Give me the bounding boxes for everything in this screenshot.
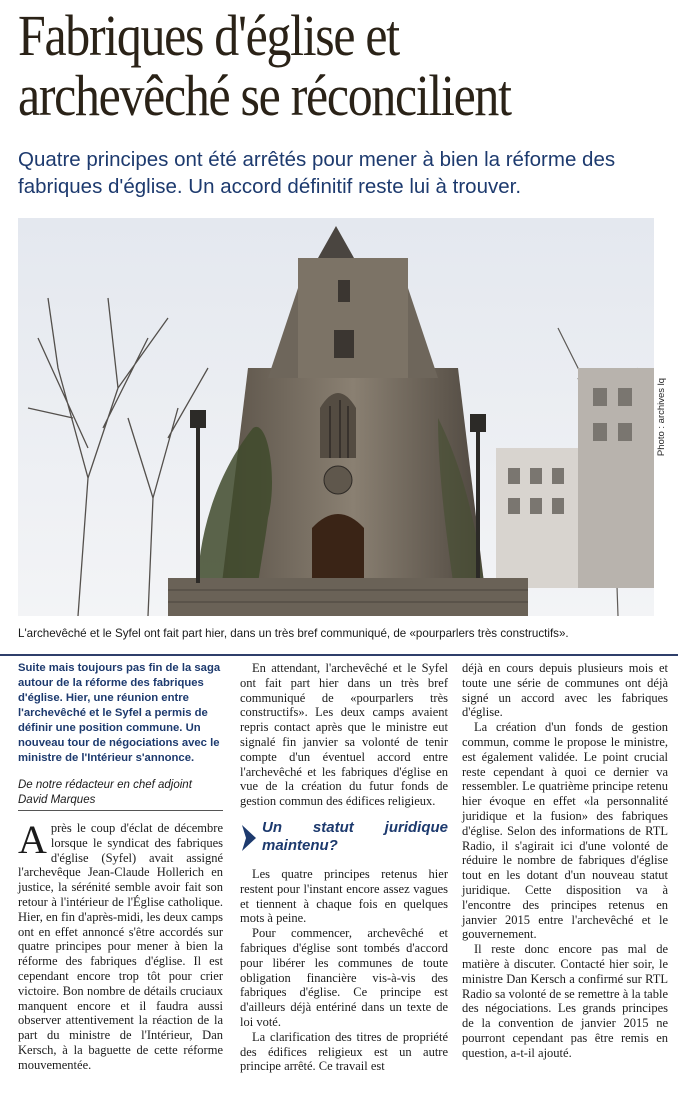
church-photo [18,218,654,616]
drop-cap: A [18,817,47,862]
chevron-right-icon [240,823,258,853]
subhead: Quatre principes ont été arrêtés pour mener à bien la réforme des fabriques d'église. Un accord définitif reste lui à trouver. [18,148,616,198]
column-2 [240,661,448,1074]
church-illustration [18,218,654,616]
paragraph-5: La clarification des titres de propriété des édifices religieux est un autre principe arrêté. Ce travail est [240,1029,448,1074]
column-3 [462,661,668,1061]
byline-divider [18,810,223,811]
byline-title: De notre rédacteur en chef adjoint [18,779,192,791]
paragraph-2: En attendant, l'archevêché et le Syfel ont fait part hier dans un très bref communiqué de «pourparlers très constructifs». Les deux camps avaient repris contact après que le ministre eut signalé fin janvier sa volonté de tenir compte d'un éventuel accord entre l'archevêché et les fabriques d'église en vue de la création du futur fonds de gestion commun des édifices religieux. [240,661,448,809]
byline-author: David Marques [18,794,96,806]
paragraph-4: Pour commencer, archevêché et fabriques d'église sont tombés d'accord pour libérer les communes de toute obligation financière vis-à-vis des fabriques d'église. Ce principe est d'ailleurs déjà entériné dans un texte de loi voté. [240,926,448,1029]
chapo: Suite mais toujours pas fin de la saga autour de la réforme des fabriques d'église. Hier, une réunion entre l'archevêché et le Syfel a permis de définir une position commune. Un nouveau tour de négociations avec le ministre de l'Intérieur s'annonce. [18,662,221,764]
headline [18,3,577,128]
photo-caption: L'archevêché et le Syfel ont fait part hier, dans un très bref communiqué, de «pourparlers très constructifs». [18,627,569,640]
column-1 [18,661,223,1073]
paragraph-5-continued: déjà en cours depuis plusieurs mois et toute une série de communes ont déjà signé un accord avec les fabriques d'église. [462,661,668,720]
photo-credit: Photo : archives lq [656,377,667,457]
intertitle-text: Un statut juridique maintenu? [262,818,448,854]
paragraph-7: Il reste donc encore pas mal de matière à discuter. Contacté hier soir, le ministre Dan Kersch a confirmé sur RTL Radio sa volonté de se remettre à la table des négociations. Les grands principes de la convention de janvier 2015 ne pourront cependant pas être remis en question, a-t-il ajouté. [462,942,668,1060]
paragraph-3: Les quatre principes retenus hier restent pour l'instant encore assez vagues et tiennent à chaque fois en quelques mots à peine. [240,866,448,926]
headline-line-2: archevêché se réconcilient [18,63,511,128]
intertitle [240,819,448,855]
paragraph-1-text: près le coup d'éclat de décembre lorsque le syndicat des fabriques d'église (Syfel) avait assigné l'archevêque Jean-Claude Hollerich en justice, la sérénité semble avoir fait son retour à l'intérieur de l'Église catholique. Hier, en fin d'après-midi, les deux camps ont en effet annoncé s'être accordés sur quatre principes pour mener à bien la réforme des fabriques d'église. Il est cependant encore trop tôt pour crier victoire. Bon nombre de détails cruciaux manquent encore et il faudra aussi observer attentivement la réaction de la part du ministre de l'Intérieur, Dan Kersch, à la baguette de cette réforme mouvementée. [18,821,223,1072]
section-rule [0,654,678,656]
headline-line-1: Fabriques d'église et [18,3,399,68]
paragraph-6: La création d'un fonds de gestion commun, comme le propose le ministre, est également validée. Le point crucial reste cependant à quoi ce dernier va ressembler. Le quatrième principe retenu hier évoque en effet «la personnalité juridique et la fusion» des fabriques d'église. Selon des informations de RTL Radio, il s'agirait ici d'une volonté de réduire le nombre de fabriques d'église tout en les dotant d'un nouveau statut juridique. Cette disposition va à l'encontre des principes retenus en janvier 2015 entre l'archevêché et le gouvernement. [462,720,668,942]
paragraph-1 [18,817,223,1073]
